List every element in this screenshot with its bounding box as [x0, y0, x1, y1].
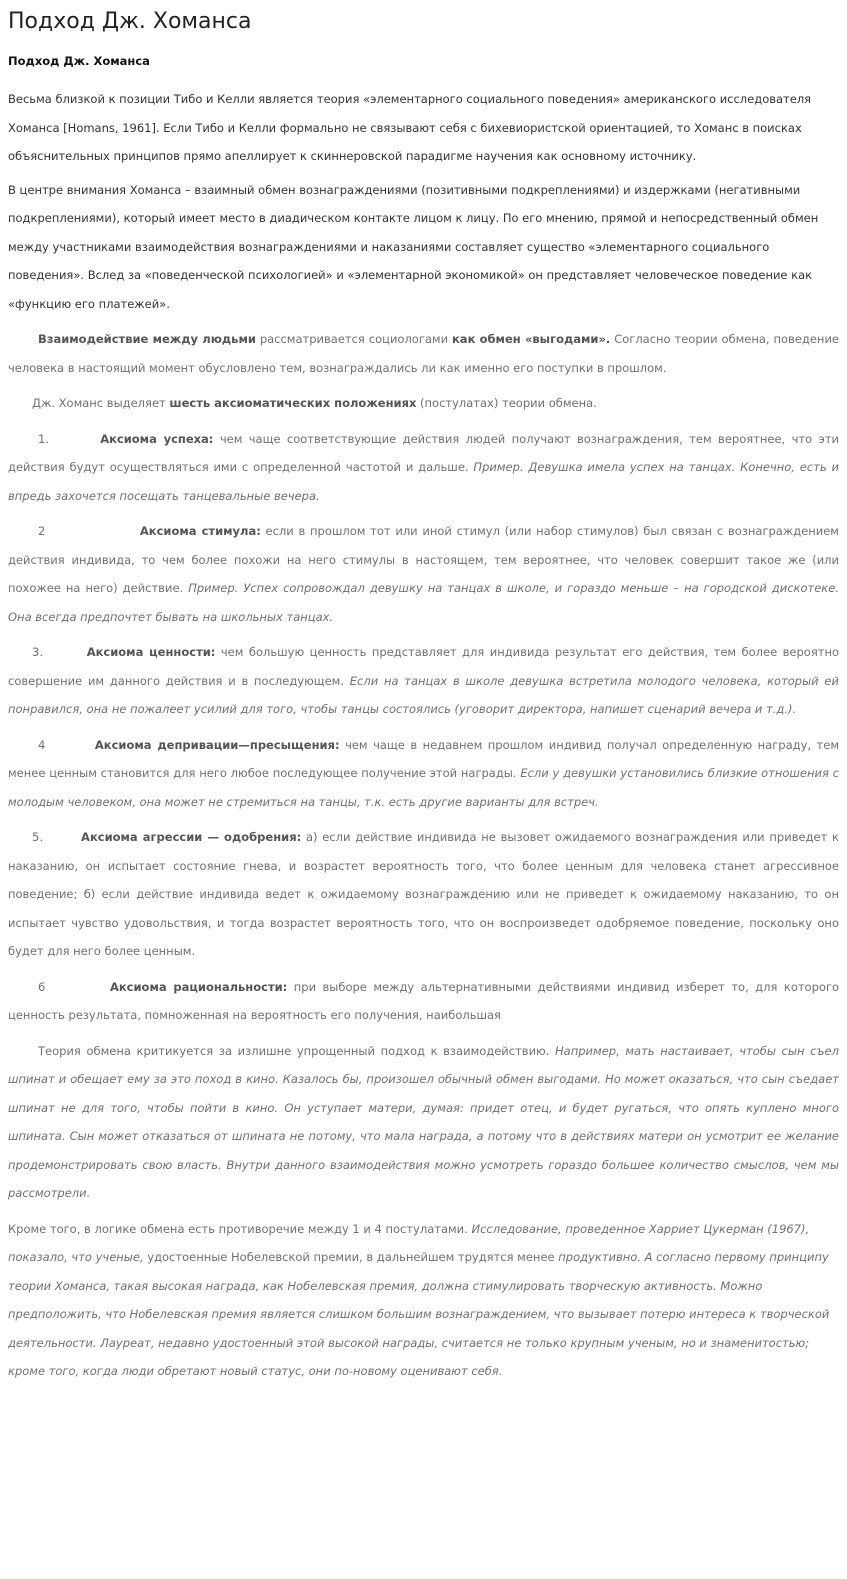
- axiom-5: 5. Аксиома агрессии — одобрения: а) если действие индивида не вызовет ожидаемого вознаграждения или приведет к наказанию, он испытает состояние гнева, и возрастет вероятность того, что более ценным для человека станет агрессивное поведение; б) если действие индивида ведет к ожидаемому вознаграждению или не приведет к ожидаемому наказанию, то он испытает чувство удовольствия, и тогда возрастет вероятность того, что он воспроизведет одобряемое поведение, поскольку оно будет для него более ценным.: [8, 830, 839, 958]
- axiom-title: Аксиома ценности:: [86, 645, 216, 659]
- study-example: продуктивно. А согласно первому принципу теории Хоманса, такая высокая награда, как Нобелевская премия, должна стимулировать творческую активность. Можно предположить, что Нобелевская премия является слишком большим вознаграждением, что вызывает потерю интереса к творческой деятельности. Лауреат, недавно удостоенный этой высокой награды, считается не только крупным ученым, но и знаменитостью; кроме того, когда люди обретают новый статус, они по-новому оценивают себя.: [8, 1250, 830, 1378]
- study-example: Исследование, проведенное Харриет Цукерман (1967), показало, что ученые,: [8, 1221, 810, 1264]
- bold-term: как обмен «выгодами».: [452, 332, 611, 346]
- paragraph-critique: Теория обмена критикуется за излишне упрощенный подход к взаимодействию. Например, мать настаивает, чтобы сын съел шпинат и обещает ему за это поход в кино. Казалось бы, произошел обычный обмен выгодами. Но может оказаться, что сын съедает шпинат не для того, чтобы пойти в кино. Он уступает матери, думая: придет отец, и будет ругаться, что опять куплено много шпината. Сын может отказаться от шпината не потому, что мала награда, а потому что в действиях матери он усмотрит ее желание продемонстрировать свою власть. Внутри данного взаимодействия можно усмотреть гораздо большее количество смыслов, чем мы рассмотрели.: [8, 1043, 839, 1200]
- axiom-example: Пример. Успех сопровождал девушку на танцах в школе, и гораздо меньше – на городской дискотеке. Она всегда предпочтет бывать на школьных танцах.: [8, 581, 839, 624]
- axiom-title: Аксиома депривации—пресыщения:: [94, 737, 340, 752]
- paragraph-interaction: Взаимодействие между людьми рассматривается социологами как обмен «выгодами». Согласно теории обмена, поведение человека в настоящий момент обусловлено тем, вознаграждались ли как именно его поступки в прошлом.: [8, 332, 839, 375]
- paragraph-intro: Весьма близкой к позиции Тибо и Келли является теория «элементарного социального поведения» американского исследователя Хоманса [Homans, 1961]. Если Тибо и Келли формально не связывают себя с бихевиористской ориентацией, то Хоманс в поисках объяснительных принципов прямо апеллирует к скиннеровской парадигме научения как основному источнику.: [8, 92, 812, 163]
- axiom-2: 2 Аксиома стимула: если в прошлом тот или иной стимул (или набор стимулов) был связан с вознаграждением действия индивида, то чем более похожи на него стимулы в настоящем, тем вероятнее, что человек совершит такое же (или похожее на него) действие. Пример. Успех сопровождал девушку на танцах в школе, и гораздо меньше – на городской дискотеке. Она всегда предпочтет бывать на школьных танцах.: [8, 524, 839, 624]
- bold-term: шесть аксиоматических положениях: [169, 396, 417, 410]
- axiom-3: 3. Аксиома ценности: чем большую ценность представляет для индивида результат его действия, тем более вероятно совершение им данного действия и в последующем. Если на танцах в школе девушка встретила молодого человека, который ей понравился, она не пожалеет усилий для того, чтобы танцы состоялись (уговорит директора, напишет сценарий вечера и т.д.).: [8, 645, 839, 716]
- axiom-6: 6 Аксиома рациональности: при выборе между альтернативными действиями индивид изберет то, для которого ценность результата, помноженная на вероятность его получения, наибольшая: [8, 979, 839, 1022]
- section-subtitle: Подход Дж. Хоманса: [8, 54, 150, 68]
- axiom-example: Пример. Девушка имела успех на танцах. Конечно, есть и впредь захочется посещать танцевальные вечера.: [8, 460, 839, 503]
- axiom-example: Если у девушки установились близкие отношения с молодым человеком, она может не стремиться на танцы, т.к. есть другие варианты для встреч.: [8, 766, 839, 809]
- paragraph-homans-focus: В центре внимания Хоманса – взаимный обмен вознаграждениями (позитивными подкреплениями) и издержками (негативными подкреплениями), который имеет место в диадическом контакте лицом к лицу. По его мнению, прямой и непосредственный обмен между участниками взаимодействия вознаграждениями и наказаниями составляет существо «элементарного социального поведения». Вслед за «поведенческой психологией» и «элементарной экономикой» он представляет человеческое поведение как «функцию его платежей».: [8, 182, 819, 311]
- axiom-4: 4 Аксиома депривации—пресыщения: чем чаще в недавнем прошлом индивид получал определенную награду, тем менее ценным становится для него любое последующее получение этой награды. Если у девушки установились близкие отношения с молодым человеком, она может не стремиться на танцы, т.к. есть другие варианты для встреч.: [8, 737, 839, 809]
- bold-term: Взаимодействие между людьми: [38, 332, 256, 346]
- paragraph-contradiction: Кроме того, в логике обмена есть противоречие между 1 и 4 постулатами. Исследование, проведенное Харриет Цукерман (1967), показало, что ученые, удостоенные Нобелевской премии, в дальнейшем трудятся менее продуктивно. А согласно первому принципу теории Хоманса, такая высокая награда, как Нобелевская премия, должна стимулировать творческую активность. Можно предположить, что Нобелевская премия является слишком большим вознаграждением, что вызывает потерю интереса к творческой деятельности. Лауреат, недавно удостоенный этой высокой награды, считается не только крупным ученым, но и знаменитостью; кроме того, когда люди обретают новый статус, они по-новому оценивают себя.: [8, 1221, 830, 1378]
- axiom-title: Аксиома успеха:: [100, 431, 214, 446]
- axiom-1: 1. Аксиома успеха: чем чаще соответствующие действия людей получают вознаграждения, тем вероятнее, что эти действия будут осуществляться ими с определенной частотой и дальше. Пример. Девушка имела успех на танцах. Конечно, есть и впредь захочется посещать танцевальные вечера.: [8, 431, 840, 503]
- axiom-title: Аксиома стимула:: [139, 524, 261, 538]
- critique-example: Например, мать настаивает, чтобы сын съел шпинат и обещает ему за это поход в кино. Казалось бы, произошел обычный обмен выгодами. Но может оказаться, что сын съедает шпинат не для того, чтобы пойти в кино. Он уступает матери, думая: придет отец, и будет ругаться, что опять куплено много шпината. Сын может отказаться от шпината не потому, что мала награда, а потому что в действиях матери он усмотрит ее желание продемонстрировать свою власть. Внутри данного взаимодействия можно усмотреть гораздо большее количество смыслов, чем мы рассмотрели.: [8, 1043, 839, 1200]
- axiom-title: Аксиома агрессии — одобрения:: [81, 830, 302, 844]
- paragraph-postulates: Дж. Хоманс выделяет шесть аксиоматических положениях (постулатах) теории обмена.: [32, 396, 597, 410]
- axiom-title: Аксиома рациональности:: [109, 979, 288, 994]
- axiom-example: Если на танцах в школе девушка встретила молодого человека, который ей понравился, она не пожалеет усилий для того, чтобы танцы состоялись (уговорит директора, напишет сценарий вечера и т.д.).: [8, 673, 839, 716]
- page-title: Подход Дж. Хоманса: [8, 9, 252, 34]
